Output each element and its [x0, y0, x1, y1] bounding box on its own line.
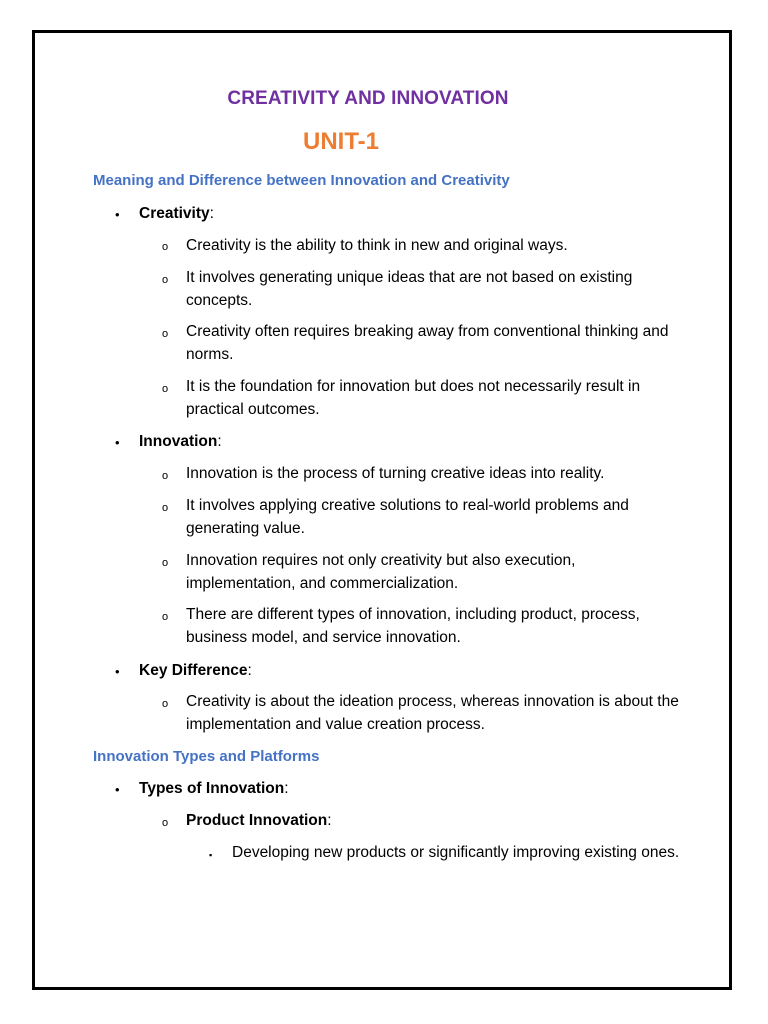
bullet-icon: •: [115, 782, 120, 797]
circle-bullet-icon: o: [162, 817, 169, 829]
item-label: Types of Innovation: [139, 780, 285, 797]
item-suffix: :: [327, 812, 332, 829]
circle-bullet-icon: o: [162, 241, 169, 253]
item-suffix: :: [284, 780, 289, 797]
circle-bullet-icon: o: [162, 502, 169, 514]
document-title: CREATIVITY AND INNOVATION: [227, 88, 509, 109]
list-item-creativity: [139, 203, 639, 226]
list-item: It is the foundation for innovation but does not necessarily result in practical outcomes.: [186, 378, 641, 418]
list-item-innovation: [139, 431, 639, 454]
item-label: Innovation: [139, 433, 218, 450]
list-item: It involves applying creative solutions to real-world problems and generating value.: [186, 497, 629, 537]
unit-title: UNIT-1: [302, 128, 379, 155]
list-item: There are different types of innovation, including product, process, business model, and service innovation.: [186, 606, 640, 646]
circle-bullet-icon: o: [162, 611, 169, 623]
list-item: Creativity often requires breaking away from conventional thinking and norms.: [186, 323, 669, 363]
bullet-icon: •: [115, 664, 120, 679]
list-item: Innovation is the process of turning creative ideas into reality.: [186, 465, 605, 482]
list-item-types-of-innovation: [139, 778, 639, 801]
item-suffix: :: [247, 662, 252, 679]
item-label: Creativity: [139, 205, 210, 222]
circle-bullet-icon: o: [162, 274, 169, 286]
list-item: Innovation requires not only creativity but also execution, implementation, and commercialization.: [186, 552, 576, 592]
square-bullet-icon: ▪: [209, 850, 213, 860]
list-item-product-innovation: [186, 810, 681, 833]
item-label: Product Innovation: [186, 812, 328, 829]
circle-bullet-icon: o: [162, 698, 169, 710]
item-label: Key Difference: [139, 662, 248, 679]
section-heading-types: Innovation Types and Platforms: [93, 748, 320, 765]
bullet-icon: •: [115, 435, 120, 450]
circle-bullet-icon: o: [162, 557, 169, 569]
list-item: Creativity is the ability to think in new and original ways.: [186, 237, 568, 254]
list-item-key-difference: [139, 660, 639, 683]
item-suffix: :: [209, 205, 214, 222]
bullet-icon: •: [115, 207, 120, 222]
circle-bullet-icon: o: [162, 470, 169, 482]
list-item: Developing new products or significantly improving existing ones.: [232, 844, 680, 861]
circle-bullet-icon: o: [162, 328, 169, 340]
circle-bullet-icon: o: [162, 383, 169, 395]
list-item: It involves generating unique ideas that are not based on existing concepts.: [186, 269, 633, 309]
item-suffix: :: [217, 433, 222, 450]
list-item: Creativity is about the ideation process, whereas innovation is about the implementation and value creation process.: [186, 693, 679, 733]
section-heading-meaning: Meaning and Difference between Innovation and Creativity: [93, 172, 510, 189]
